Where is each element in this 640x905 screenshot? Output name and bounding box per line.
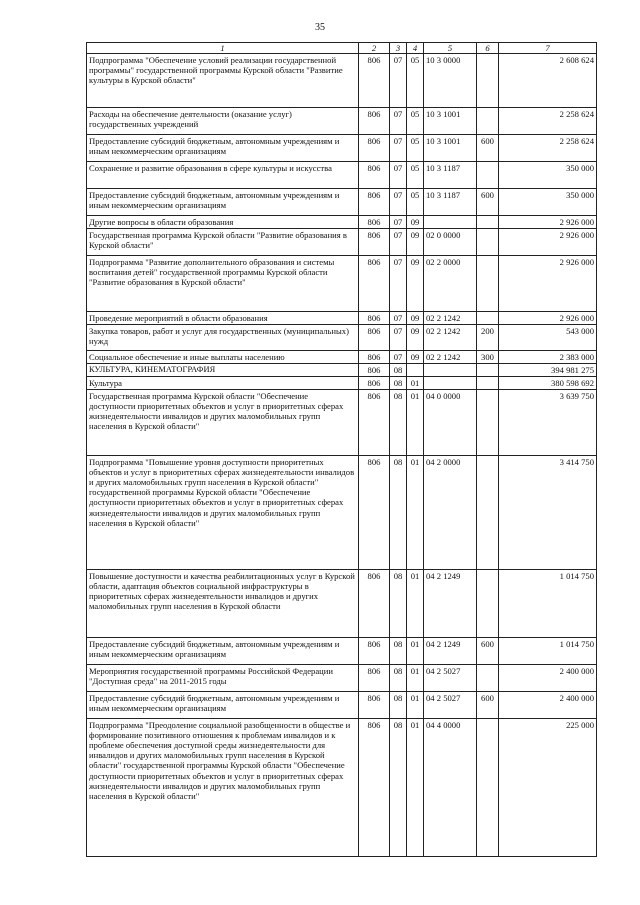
subsection-code: 01 <box>407 390 424 456</box>
ministry-code: 806 <box>359 312 390 325</box>
subsection-code: 01 <box>407 456 424 570</box>
subsection-code: 09 <box>407 312 424 325</box>
section-code: 08 <box>390 390 407 456</box>
amount: 2 926 000 <box>499 216 597 229</box>
target-article-code: 04 2 1249 <box>424 638 477 665</box>
expense-type-code: 300 <box>477 351 499 364</box>
amount: 3 639 750 <box>499 390 597 456</box>
row-name: Государственная программа Курской области "Обеспечение доступности приоритетных объектов и услуг в приоритетных сферах жизнедеятельности инвалидов и других маломобильных групп населения в Курской области" <box>87 390 359 456</box>
ministry-code: 806 <box>359 229 390 256</box>
row-name: Подпрограмма "Повышение уровня доступности приоритетных объектов и услуг в приоритетных сферах жизнедеятельности инвалидов и других маломобильных групп населения в Курской области" государственной программы Курской области "Обеспечение доступности приоритетных объектов и услуг в приоритетных сферах жизнедеятельности инвалидов и других маломобильных групп населения в Курской области" <box>87 456 359 570</box>
expense-type-code <box>477 570 499 638</box>
amount: 2 383 000 <box>499 351 597 364</box>
amount: 2 926 000 <box>499 256 597 312</box>
target-article-code: 04 0 0000 <box>424 390 477 456</box>
table-row <box>87 351 597 364</box>
table-row <box>87 189 597 216</box>
row-name: Расходы на обеспечение деятельности (оказание услуг) государственных учреждений <box>87 108 359 135</box>
amount: 225 000 <box>499 719 597 857</box>
amount: 2 258 624 <box>499 108 597 135</box>
column-header: 2 <box>359 43 390 54</box>
section-code: 07 <box>390 256 407 312</box>
row-name: Закупка товаров, работ и услуг для государственных (муниципальных) нужд <box>87 325 359 351</box>
ministry-code: 806 <box>359 390 390 456</box>
subsection-code: 01 <box>407 570 424 638</box>
row-name: Предоставление субсидий бюджетным, автономным учреждениям и иным некоммерческим организациям <box>87 692 359 719</box>
amount: 3 414 750 <box>499 456 597 570</box>
table-row <box>87 108 597 135</box>
section-code: 08 <box>390 665 407 692</box>
expense-type-code <box>477 162 499 189</box>
table-row <box>87 456 597 570</box>
row-name: Предоставление субсидий бюджетным, автономным учреждениям и иным некоммерческим организациям <box>87 135 359 162</box>
table-row <box>87 162 597 189</box>
section-code: 07 <box>390 325 407 351</box>
row-name: Предоставление субсидий бюджетным, автономным учреждениям и иным некоммерческим организациям <box>87 638 359 665</box>
column-header: 7 <box>499 43 597 54</box>
expense-type-code <box>477 256 499 312</box>
target-article-code: 10 3 1001 <box>424 135 477 162</box>
amount: 350 000 <box>499 162 597 189</box>
target-article-code: 04 2 1249 <box>424 570 477 638</box>
amount: 350 000 <box>499 189 597 216</box>
row-name: Предоставление субсидий бюджетным, автономным учреждениям и иным некоммерческим организациям <box>87 189 359 216</box>
expense-type-code: 600 <box>477 135 499 162</box>
amount: 2 400 000 <box>499 665 597 692</box>
ministry-code: 806 <box>359 216 390 229</box>
column-number-header-row <box>87 43 597 54</box>
subsection-code: 01 <box>407 692 424 719</box>
row-name: Повышение доступности и качества реабилитационных услуг в Курской области, адаптация объектов социальной инфраструктуры в приоритетных сферах жизнедеятельности инвалидов и других маломобильных групп населения в Курской области <box>87 570 359 638</box>
table-row <box>87 364 597 377</box>
table-row <box>87 325 597 351</box>
table-row <box>87 638 597 665</box>
subsection-code: 01 <box>407 638 424 665</box>
table-row <box>87 135 597 162</box>
expense-type-code: 600 <box>477 189 499 216</box>
section-code: 08 <box>390 364 407 377</box>
row-name: Мероприятия государственной программы Российской Федерации "Доступная среда" на 2011-2015 годы <box>87 665 359 692</box>
table-row <box>87 665 597 692</box>
ministry-code: 806 <box>359 256 390 312</box>
ministry-code: 806 <box>359 364 390 377</box>
amount: 2 926 000 <box>499 312 597 325</box>
section-code: 07 <box>390 312 407 325</box>
expense-type-code <box>477 312 499 325</box>
target-article-code <box>424 377 477 390</box>
ministry-code: 806 <box>359 162 390 189</box>
table-body <box>87 54 597 857</box>
row-name: Подпрограмма "Обеспечение условий реализации государственной программы" государственной программы Курской области "Развитие культуры в Курской области" <box>87 54 359 108</box>
expense-type-code: 600 <box>477 692 499 719</box>
row-name: Сохранение и развитие образования в сфере культуры и искусства <box>87 162 359 189</box>
expense-type-code <box>477 719 499 857</box>
subsection-code: 01 <box>407 719 424 857</box>
subsection-code: 09 <box>407 351 424 364</box>
ministry-code: 806 <box>359 325 390 351</box>
amount: 2 400 000 <box>499 692 597 719</box>
ministry-code: 806 <box>359 135 390 162</box>
expense-type-code <box>477 229 499 256</box>
expense-type-code <box>477 665 499 692</box>
expense-type-code <box>477 216 499 229</box>
row-name: Культура <box>87 377 359 390</box>
section-code: 08 <box>390 638 407 665</box>
target-article-code: 10 3 0000 <box>424 54 477 108</box>
section-code: 07 <box>390 216 407 229</box>
subsection-code: 05 <box>407 108 424 135</box>
section-code: 07 <box>390 108 407 135</box>
section-code: 08 <box>390 456 407 570</box>
section-code: 08 <box>390 692 407 719</box>
amount: 2 608 624 <box>499 54 597 108</box>
expense-type-code: 600 <box>477 638 499 665</box>
ministry-code: 806 <box>359 719 390 857</box>
ministry-code: 806 <box>359 54 390 108</box>
table-row <box>87 390 597 456</box>
section-code: 07 <box>390 162 407 189</box>
amount: 394 981 275 <box>499 364 597 377</box>
section-code: 07 <box>390 189 407 216</box>
ministry-code: 806 <box>359 351 390 364</box>
budget-table <box>86 42 597 857</box>
row-name: Подпрограмма "Преодоление социальной разобщенности в обществе и формирование позитивного отношения к проблемам инвалидов и к проблеме обеспечения доступной среды жизнедеятельности для инвалидов и других маломобильных групп населения в Курской области" государственной программы Курской области "Обеспечение доступности приоритетных объектов и услуг в приоритетных сферах жизнедеятельности инвалидов и других маломобильных групп населения в Курской области" <box>87 719 359 857</box>
table-row <box>87 54 597 108</box>
table-row <box>87 256 597 312</box>
amount: 380 598 692 <box>499 377 597 390</box>
subsection-code: 09 <box>407 216 424 229</box>
row-name: КУЛЬТУРА, КИНЕМАТОГРАФИЯ <box>87 364 359 377</box>
section-code: 07 <box>390 229 407 256</box>
target-article-code: 02 2 1242 <box>424 312 477 325</box>
amount: 2 258 624 <box>499 135 597 162</box>
amount: 1 014 750 <box>499 570 597 638</box>
column-header: 3 <box>390 43 407 54</box>
subsection-code: 05 <box>407 54 424 108</box>
section-code: 07 <box>390 54 407 108</box>
target-article-code: 02 0 0000 <box>424 229 477 256</box>
target-article-code: 04 2 0000 <box>424 456 477 570</box>
subsection-code: 01 <box>407 665 424 692</box>
row-name: Другие вопросы в области образования <box>87 216 359 229</box>
table-row <box>87 377 597 390</box>
ministry-code: 806 <box>359 108 390 135</box>
expense-type-code <box>477 54 499 108</box>
target-article-code: 10 3 1187 <box>424 189 477 216</box>
target-article-code: 04 2 5027 <box>424 665 477 692</box>
target-article-code: 02 2 1242 <box>424 351 477 364</box>
subsection-code: 05 <box>407 135 424 162</box>
section-code: 08 <box>390 570 407 638</box>
section-code: 08 <box>390 719 407 857</box>
ministry-code: 806 <box>359 665 390 692</box>
subsection-code: 09 <box>407 325 424 351</box>
section-code: 08 <box>390 377 407 390</box>
target-article-code: 02 2 0000 <box>424 256 477 312</box>
target-article-code: 04 2 5027 <box>424 692 477 719</box>
column-header: 4 <box>407 43 424 54</box>
subsection-code: 09 <box>407 229 424 256</box>
ministry-code: 806 <box>359 638 390 665</box>
table-row <box>87 229 597 256</box>
table-row <box>87 692 597 719</box>
expense-type-code <box>477 108 499 135</box>
amount: 543 000 <box>499 325 597 351</box>
table-row <box>87 570 597 638</box>
expense-type-code: 200 <box>477 325 499 351</box>
target-article-code: 04 4 0000 <box>424 719 477 857</box>
target-article-code <box>424 216 477 229</box>
table-row <box>87 216 597 229</box>
amount: 1 014 750 <box>499 638 597 665</box>
expense-type-code <box>477 390 499 456</box>
page-number: 35 <box>315 22 325 33</box>
ministry-code: 806 <box>359 377 390 390</box>
ministry-code: 806 <box>359 189 390 216</box>
section-code: 07 <box>390 135 407 162</box>
target-article-code <box>424 364 477 377</box>
row-name: Подпрограмма "Развитие дополнительного образования и системы воспитания детей" государственной программы Курской области "Развитие образования в Курской области" <box>87 256 359 312</box>
column-header: 5 <box>424 43 477 54</box>
subsection-code: 05 <box>407 162 424 189</box>
table-row <box>87 719 597 857</box>
column-header: 6 <box>477 43 499 54</box>
target-article-code: 10 3 1001 <box>424 108 477 135</box>
ministry-code: 806 <box>359 692 390 719</box>
subsection-code: 09 <box>407 256 424 312</box>
expense-type-code <box>477 377 499 390</box>
row-name: Проведение мероприятий в области образования <box>87 312 359 325</box>
ministry-code: 806 <box>359 570 390 638</box>
section-code: 07 <box>390 351 407 364</box>
row-name: Государственная программа Курской области "Развитие образования в Курской области" <box>87 229 359 256</box>
column-header: 1 <box>87 43 359 54</box>
target-article-code: 02 2 1242 <box>424 325 477 351</box>
subsection-code: 05 <box>407 189 424 216</box>
row-name: Социальное обеспечение и иные выплаты населению <box>87 351 359 364</box>
target-article-code: 10 3 1187 <box>424 162 477 189</box>
ministry-code: 806 <box>359 456 390 570</box>
subsection-code: 01 <box>407 377 424 390</box>
expense-type-code <box>477 364 499 377</box>
expense-type-code <box>477 456 499 570</box>
amount: 2 926 000 <box>499 229 597 256</box>
subsection-code <box>407 364 424 377</box>
table-row <box>87 312 597 325</box>
